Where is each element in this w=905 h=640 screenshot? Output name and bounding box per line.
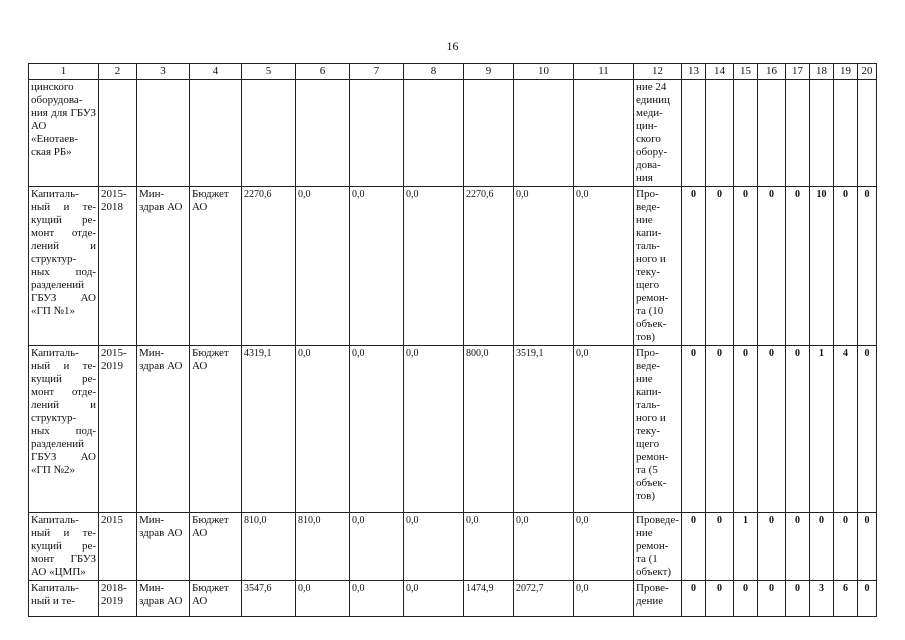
table-cell-col-14: 0 (705, 581, 733, 617)
column-number-12: 12 (634, 64, 682, 80)
table-cell-col-11: 0,0 (574, 513, 634, 581)
table-cell-col-14: 0 (705, 187, 733, 346)
table-cell-col-16: 0 (757, 513, 785, 581)
table-cell-col-3: Мин- здрав АО (137, 346, 190, 513)
table-cell-col-11 (574, 80, 634, 187)
table-cell-col-12: ние 24 единиц меди- цин- ского обору- дова- ния (634, 80, 682, 187)
table-cell-col-2: 2015- 2019 (99, 346, 137, 513)
table-cell-col-10 (514, 80, 574, 187)
table-cell-col-16: 0 (757, 187, 785, 346)
column-number-18: 18 (809, 64, 833, 80)
table-cell-col-14: 0 (705, 513, 733, 581)
table-cell-col-5: 4319,1 (242, 346, 296, 513)
table-cell-col-1: Капиталь- ный и те- кущий ре- монт ГБУЗ АО «ЦМП» (29, 513, 99, 581)
table-cell-col-3: Мин- здрав АО (137, 581, 190, 617)
table-cell-col-7: 0,0 (350, 513, 404, 581)
table-cell-col-5 (242, 80, 296, 187)
table-row (29, 346, 877, 513)
table-cell-col-13: 0 (681, 513, 705, 581)
table-cell-col-20: 0 (857, 346, 876, 513)
table-cell-col-9: 800,0 (464, 346, 514, 513)
table-cell-col-18: 1 (809, 346, 833, 513)
program-table (28, 63, 877, 617)
table-cell-col-4: Бюджет АО (190, 581, 242, 617)
table-cell-col-12: Про- веде- ние капи- таль- ного и теку- щего ремон- та (10 объек- тов) (634, 187, 682, 346)
column-number-13: 13 (681, 64, 705, 80)
column-number-5: 5 (242, 64, 296, 80)
table-cell-col-6: 0,0 (296, 187, 350, 346)
column-number-17: 17 (785, 64, 809, 80)
table-cell-col-19: 6 (833, 581, 857, 617)
table-cell-col-10: 0,0 (514, 513, 574, 581)
table-cell-col-20: 0 (857, 513, 876, 581)
table-cell-col-13 (681, 80, 705, 187)
table-cell-col-1: Капиталь- ный и те- кущий ре- монт отде- лений и структур- ных под- разделений ГБУЗ АО «ГП №2» (29, 346, 99, 513)
column-number-16: 16 (757, 64, 785, 80)
table-row (29, 80, 877, 187)
table-cell-col-7 (350, 80, 404, 187)
table-cell-col-4: Бюджет АО (190, 346, 242, 513)
table-cell-col-18: 10 (809, 187, 833, 346)
table-cell-col-8: 0,0 (404, 513, 464, 581)
column-number-15: 15 (733, 64, 757, 80)
column-number-3: 3 (137, 64, 190, 80)
column-number-11: 11 (574, 64, 634, 80)
table-cell-col-13: 0 (681, 581, 705, 617)
table-cell-col-10: 3519,1 (514, 346, 574, 513)
table-cell-col-2: 2015- 2018 (99, 187, 137, 346)
table-cell-col-18: 0 (809, 513, 833, 581)
table-cell-col-18 (809, 80, 833, 187)
column-number-row (29, 64, 877, 80)
table-cell-col-5: 810,0 (242, 513, 296, 581)
table-cell-col-20 (857, 80, 876, 187)
table-cell-col-16 (757, 80, 785, 187)
table-cell-col-12: Проведе- ние ремон- та (1 объект) (634, 513, 682, 581)
table-cell-col-2 (99, 80, 137, 187)
table-cell-col-4: Бюджет АО (190, 187, 242, 346)
column-number-4: 4 (190, 64, 242, 80)
table-row (29, 581, 877, 617)
table-cell-col-13: 0 (681, 187, 705, 346)
table-cell-col-4: Бюджет АО (190, 513, 242, 581)
column-number-9: 9 (464, 64, 514, 80)
table-cell-col-7: 0,0 (350, 346, 404, 513)
table-cell-col-12: Про- веде- ние капи- таль- ного и теку- щего ремон- та (5 объек- тов) (634, 346, 682, 513)
table-cell-col-6: 0,0 (296, 581, 350, 617)
column-number-7: 7 (350, 64, 404, 80)
table-cell-col-1: Капиталь- ный и те- кущий ре- монт отде- лений и структур- ных под- разделений ГБУЗ АО «ГП №1» (29, 187, 99, 346)
table-cell-col-8: 0,0 (404, 346, 464, 513)
table-cell-col-10: 2072,7 (514, 581, 574, 617)
table-cell-col-9: 0,0 (464, 513, 514, 581)
table-cell-col-19: 0 (833, 513, 857, 581)
table-cell-col-8: 0,0 (404, 581, 464, 617)
table-cell-col-11: 0,0 (574, 346, 634, 513)
column-number-2: 2 (99, 64, 137, 80)
column-number-19: 19 (833, 64, 857, 80)
table-cell-col-5: 2270,6 (242, 187, 296, 346)
table-cell-col-17: 0 (785, 513, 809, 581)
table-cell-col-2: 2018- 2019 (99, 581, 137, 617)
table-cell-col-11: 0,0 (574, 581, 634, 617)
table-cell-col-6: 0,0 (296, 346, 350, 513)
table-cell-col-13: 0 (681, 346, 705, 513)
table-cell-col-8 (404, 80, 464, 187)
table-cell-col-1: цинского оборудова- ния для ГБУЗ АО «Енотаев- ская РБ» (29, 80, 99, 187)
table-cell-col-4 (190, 80, 242, 187)
table-cell-col-9: 1474,9 (464, 581, 514, 617)
column-number-8: 8 (404, 64, 464, 80)
table-cell-col-6 (296, 80, 350, 187)
table-cell-col-15: 1 (733, 513, 757, 581)
table-cell-col-3 (137, 80, 190, 187)
table-cell-col-17: 0 (785, 581, 809, 617)
table-cell-col-17: 0 (785, 346, 809, 513)
table-cell-col-17 (785, 80, 809, 187)
column-number-6: 6 (296, 64, 350, 80)
table-cell-col-19: 0 (833, 187, 857, 346)
table-row (29, 187, 877, 346)
table-cell-col-20: 0 (857, 581, 876, 617)
table-cell-col-9: 2270,6 (464, 187, 514, 346)
table-cell-col-15: 0 (733, 581, 757, 617)
table-cell-col-3: Мин- здрав АО (137, 187, 190, 346)
table-cell-col-7: 0,0 (350, 581, 404, 617)
table-cell-col-15: 0 (733, 346, 757, 513)
column-number-20: 20 (857, 64, 876, 80)
table-cell-col-19 (833, 80, 857, 187)
table-cell-col-1: Капиталь- ный и те- (29, 581, 99, 617)
table-cell-col-16: 0 (757, 346, 785, 513)
table-cell-col-18: 3 (809, 581, 833, 617)
table-cell-col-20: 0 (857, 187, 876, 346)
column-number-10: 10 (514, 64, 574, 80)
table-cell-col-12: Прове- дение (634, 581, 682, 617)
table-cell-col-14: 0 (705, 346, 733, 513)
table-cell-col-2: 2015 (99, 513, 137, 581)
page-number: 16 (446, 39, 459, 53)
table-cell-col-15 (733, 80, 757, 187)
table-row (29, 513, 877, 581)
table-cell-col-11: 0,0 (574, 187, 634, 346)
column-number-1: 1 (29, 64, 99, 80)
table-cell-col-17: 0 (785, 187, 809, 346)
table-cell-col-9 (464, 80, 514, 187)
table-cell-col-10: 0,0 (514, 187, 574, 346)
table-cell-col-15: 0 (733, 187, 757, 346)
table-cell-col-19: 4 (833, 346, 857, 513)
table-cell-col-7: 0,0 (350, 187, 404, 346)
column-number-14: 14 (705, 64, 733, 80)
table-cell-col-8: 0,0 (404, 187, 464, 346)
table-cell-col-6: 810,0 (296, 513, 350, 581)
table-cell-col-14 (705, 80, 733, 187)
table-cell-col-16: 0 (757, 581, 785, 617)
table-cell-col-3: Мин- здрав АО (137, 513, 190, 581)
table-cell-col-5: 3547,6 (242, 581, 296, 617)
